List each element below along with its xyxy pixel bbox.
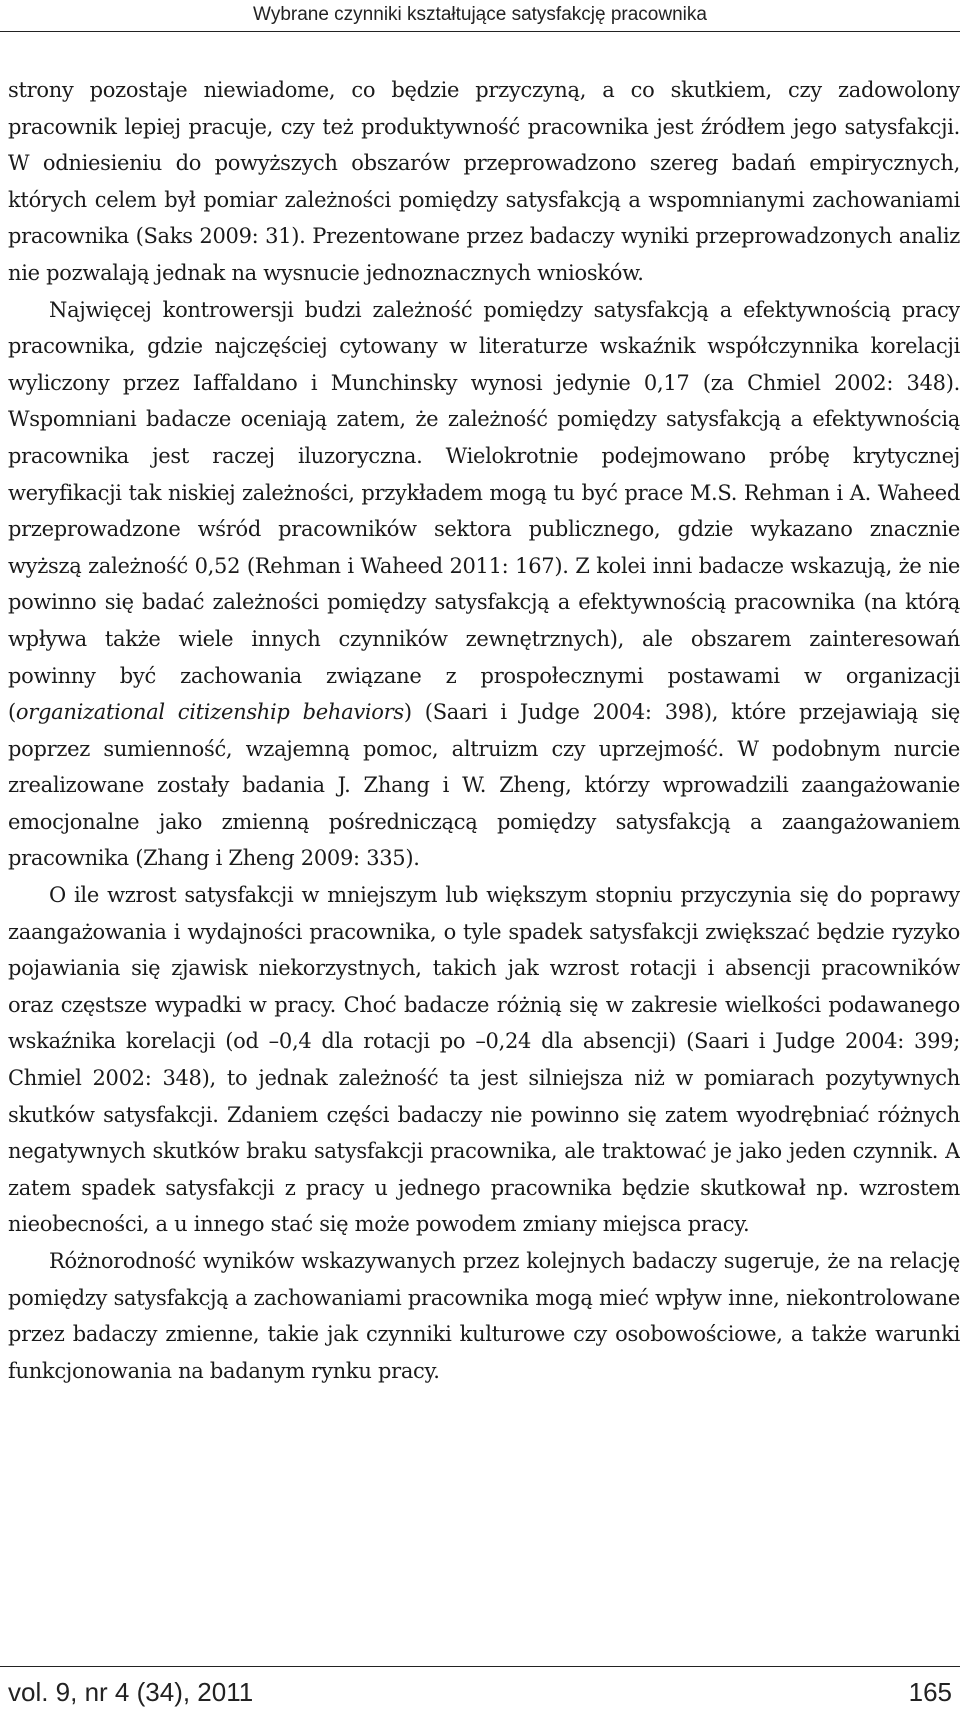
running-title: Wybrane czynniki kształtujące satysfakcję pracownika [253, 4, 707, 25]
paragraph-negative-effects [8, 877, 960, 1243]
paragraph-text: O ile wzrost satysfakcji w mniejszym lub większym stopniu przyczynia się do poprawy zaangażowania i wydajności pracownika, o tyle spadek satysfakcji zwiększać będzie ryzyko pojawiania się zjawisk niekorzystnych, takich jak wzrost rotacji i absencji pracowników oraz częstsze wypadki w pracy. Choć badacze różnią się w zakresie wielkości podawanego wskaźnika korelacji (od –0,4 dla rotacji po –0,24 dla absencji) (Saari i Judge 2004: 399; Chmiel 2002: 348), to jednak zależność ta jest silniejsza niż w pomiarach pozytywnych skutków satysfakcji. Zdaniem części badaczy nie powinno się zatem wyodrębniać różnych negatywnych skutków braku satysfakcji pracownika, ale traktować je jako jeden czynnik. A zatem spadek satysfakcji z pracy u jednego pracownika będzie skutkował np. wzrostem nieobecności, a u innego stać się może powodem zmiany miejsca pracy. [8, 883, 960, 1237]
page-footer [8, 1674, 952, 1710]
paragraph-continued [8, 72, 960, 292]
paragraph-diversity-of-results [8, 1243, 960, 1389]
paragraph-text: Różnorodność wyników wskazywanych przez kolejnych badaczy sugeruje, że na relację pomiędzy satysfakcją a zachowaniami pracownika mogą mieć wpływ inne, niekontrolowane przez badaczy zmienne, takie jak czynniki kulturowe czy osobowościowe, a także warunki funkcjonowania na badanym rynku pracy. [8, 1249, 960, 1383]
paragraph-text: strony pozostaje niewiadome, co będzie przyczyną, a co skutkiem, czy zadowolony pracownik lepiej pracuje, czy też produktywność pracownika jest źródłem jego satysfakcji. W odniesieniu do powyższych obszarów przeprowadzono szereg badań empirycznych, których celem był pomiar zależności pomiędzy satysfakcją a wspomnianymi zachowaniami pracownika (Saks 2009: 31). Prezentowane przez badaczy wyniki przeprowadzonych analiz nie pozwalają jednak na wysnucie jednoznacznych wniosków. [8, 78, 960, 285]
paragraph-text: ) (Saari i Judge 2004: 398), które przejawiają się poprzez sumienność, wzajemną pomoc, altruizm czy uprzejmość. W podobnym nurcie zrealizowane zostały badania J. Zhang i W. Zheng, którzy wprowadzili zaangażowanie emocjonalne jako zmienną pośredniczącą pomiędzy satysfakcją a zaangażowaniem pracownika (Zhang i Zheng 2009: 335). [8, 700, 960, 871]
italic-term: organizational citizenship behaviors [15, 700, 404, 725]
running-header [0, 0, 960, 32]
paragraph-correlation-efficiency [8, 292, 960, 878]
paragraph-text: Najwięcej kontrowersji budzi zależność pomiędzy satysfakcją a efektywnością pracy pracownika, gdzie najczęściej cytowany w literaturze wskaźnik współczynnika korelacji wyliczony przez Iaffaldano i Munchinsky wynosi jedynie 0,17 (za Chmiel 2002: 348). Wspomniani badacze oceniają zatem, że zależność pomiędzy satysfakcją a efektywnością pracownika jest raczej iluzoryczna. Wielokrotnie podejmowano próbę krytycznej weryfikacji tak niskiej zależności, przykładem mogą tu być prace M.S. Rehman i A. Waheed przeprowadzone wśród pracowników sektora publicznego, gdzie wykazano znacznie wyższą zależność 0,52 (Rehman i Waheed 2011: 167). Z kolei inni badacze wskazują, że nie powinno się badać zależności pomiędzy satysfakcją a efektywnością pracownika (na którą wpływa także wiele innych czynników zewnętrznych), ale obszarem zainteresowań powinny być zachowania związane z prospołecznymi postawami w organizacji ( [8, 297, 960, 725]
article-body [8, 72, 960, 1389]
footer-rule [0, 1666, 960, 1667]
issue-info: vol. 9, nr 4 (34), 2011 [8, 1677, 254, 1707]
page-number: 165 [908, 1677, 952, 1707]
